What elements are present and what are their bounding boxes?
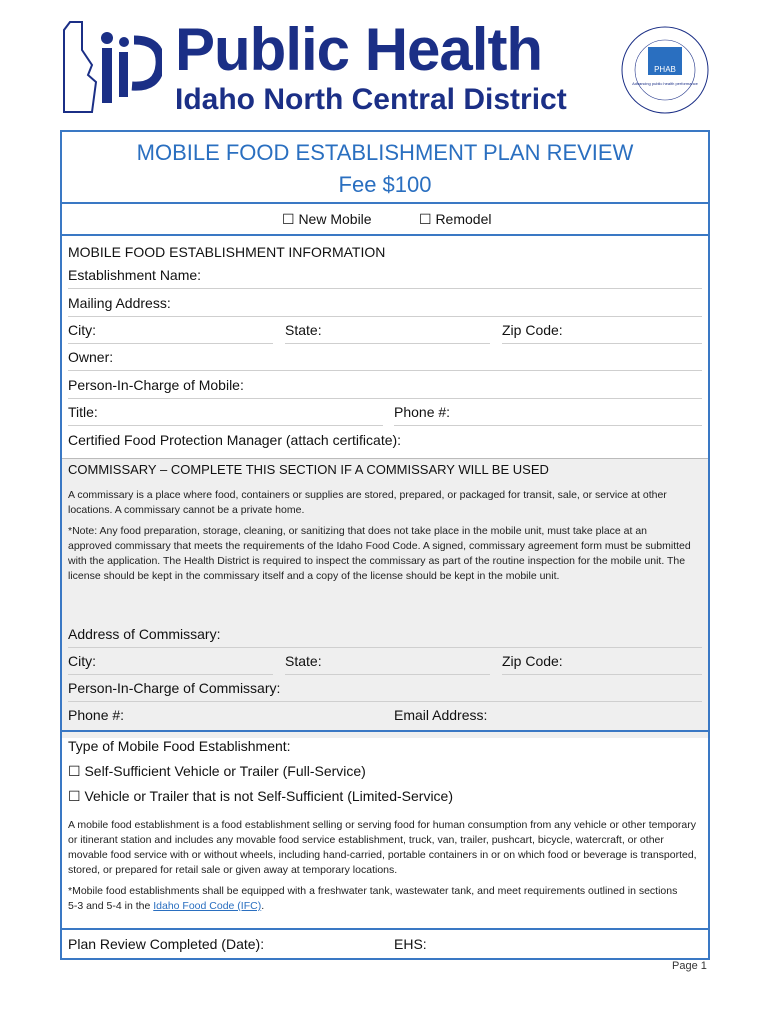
commissary-definition: A commissary is a place where food, containers or supplies are stored, prepared, or packaged for transit, sale, or service at other locations. A commissary cannot be a private home. [68,489,667,516]
commissary-state-label: State: [285,653,322,669]
zip-label: Zip Code: [502,322,563,338]
type-heading: Type of Mobile Food Establishment: [68,738,291,754]
commissary-city-field[interactable] [68,674,273,675]
commissary-email-label: Email Address: [394,707,488,723]
completion-row [62,928,708,960]
idaho-food-code-link[interactable]: Idaho Food Code (IFC) [153,900,262,912]
zip-field[interactable] [502,343,702,344]
commissary-note: *Note: Any food preparation, storage, cleaning, or sanitizing that does not take place in the mobile unit, must take place at an approved commissary that meets the requirements of the Idaho Food Code. A signed, commissary agreement form must be submitted with the application. The Health District is required to inspect the commissary as part of the routine inspection for the mobile unit. The license should be kept in the commissary itself and a copy of the license should be kept in the mobile unit. [68,525,691,582]
equipment-note-text: *Mobile food establishments shall be equipped with a freshwater tank, wastewater tank, and meet requirements outlined in sections 5-3 and 5-4 in the [68,885,678,912]
remodel-checkbox[interactable]: ☐ Remodel [419,211,492,227]
divider [62,458,708,459]
state-field[interactable] [285,343,490,344]
commissary-section [62,458,708,738]
pic-mobile-field[interactable] [68,398,702,399]
equipment-note [68,884,688,914]
type-section [62,730,708,932]
commissary-address-label: Address of Commissary: [68,626,221,642]
commissary-phone-label: Phone #: [68,707,125,723]
title-label: Title: [68,404,98,420]
title-field[interactable] [68,425,383,426]
establishment-name-label: Establishment Name: [68,267,202,283]
state-label: State: [285,322,322,338]
seal-tag-text: Advancing public health performance [632,81,698,86]
plan-review-date-label: Plan Review Completed (Date): [68,936,265,952]
mailing-address-label: Mailing Address: [68,295,171,311]
cfpm-label: Certified Food Protection Manager (attach certificate): [68,432,402,448]
establishment-name-field[interactable] [68,288,702,289]
brand-subtitle: Idaho North Central District [175,83,567,116]
page-number: Page 1 [672,960,707,972]
ehs-label: EHS: [394,936,427,952]
phone-field[interactable] [394,425,702,426]
new-mobile-checkbox[interactable]: ☐ New Mobile [282,211,372,227]
commissary-pic-field[interactable] [68,701,702,702]
info-heading: MOBILE FOOD ESTABLISHMENT INFORMATION [68,244,386,260]
commissary-zip-label: Zip Code: [502,653,563,669]
info-section [62,236,708,462]
plan-review-form [60,130,710,960]
commissary-pic-label: Person-In-Charge of Commissary: [68,680,281,696]
form-title: MOBILE FOOD ESTABLISHMENT PLAN REVIEW [136,140,634,165]
owner-label: Owner: [68,349,114,365]
city-label: City: [68,322,96,338]
phone-label: Phone #: [394,404,451,420]
idaho-logo-icon [62,20,162,115]
commissary-state-field[interactable] [285,674,490,675]
title-box [62,132,708,204]
commissary-city-label: City: [68,653,96,669]
city-field[interactable] [68,343,273,344]
owner-field[interactable] [68,370,702,371]
seal-center-text: PHAB [654,65,676,74]
self-sufficient-checkbox[interactable]: ☐ Self-Sufficient Vehicle or Trailer (Full-Service) [68,763,366,779]
limited-service-checkbox[interactable]: ☐ Vehicle or Trailer that is not Self-Sufficient (Limited-Service) [68,788,453,804]
commissary-heading: COMMISSARY – COMPLETE THIS SECTION IF A COMMISSARY WILL BE USED [68,462,549,477]
commissary-zip-field[interactable] [502,674,702,675]
brand-title: Public Health [175,16,543,83]
mailing-address-field[interactable] [68,316,702,317]
header [0,0,770,125]
form-fee: Fee $100 [338,172,432,197]
phab-seal-icon [620,25,710,115]
equipment-note-end: . [261,900,265,912]
application-type-row [62,204,708,236]
commissary-address-field[interactable] [68,647,702,648]
mobile-definition: A mobile food establishment is a food establishment selling or serving food for human consumption from any vehicle or other temporary or itinerant station and includes any movable food service establishment, truck, van, trailer, pushcart, bicycle, watercraft, or other movable food service with or without wheels, including hand-carried, portable containers in or on which food or beverage is transported, stored, or prepared for retail sale or given away at temporary locations. [68,819,697,876]
pic-mobile-label: Person-In-Charge of Mobile: [68,377,244,393]
